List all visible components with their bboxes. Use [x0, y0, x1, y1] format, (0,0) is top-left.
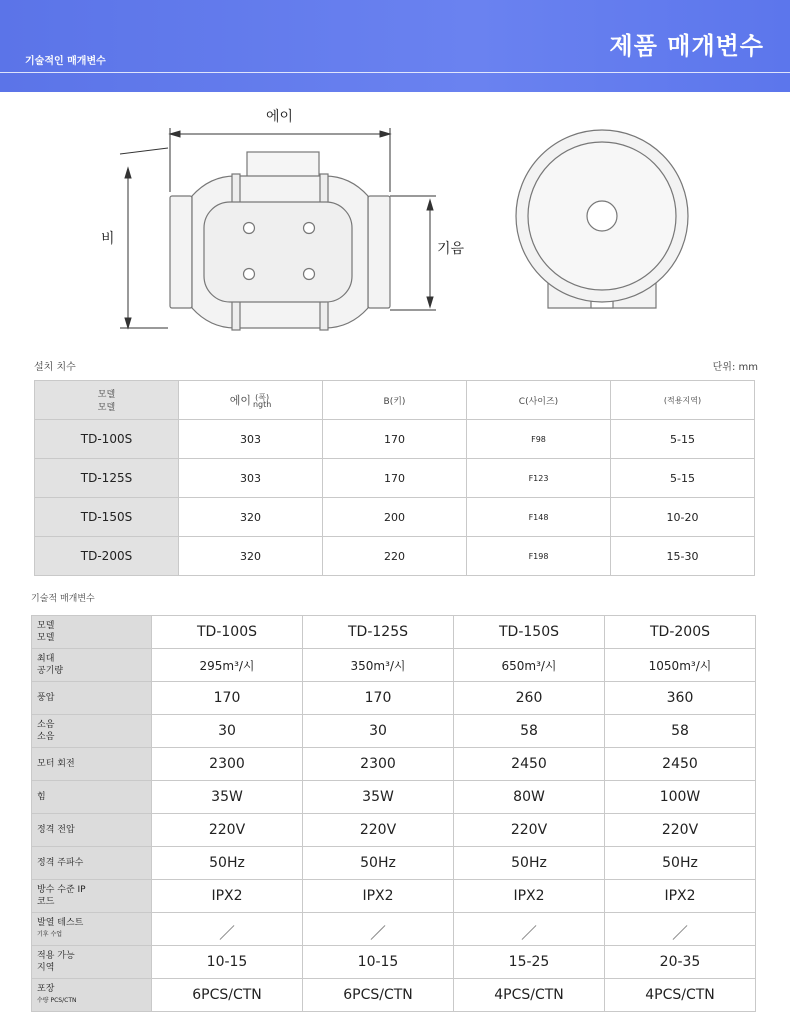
spec-cell: 4PCS/CTN: [605, 979, 756, 1012]
fan-side-view: [170, 152, 390, 330]
spec-table: [31, 615, 756, 1012]
spec-cell: 4PCS/CTN: [454, 979, 605, 1012]
spec-label: [32, 748, 152, 781]
spec-cell: 50Hz: [605, 847, 756, 880]
fan-front-view: [516, 130, 688, 308]
spec-row: [32, 781, 756, 814]
arrow-down-icon: [125, 318, 131, 328]
spec-label-line1: 적용 가능: [37, 951, 75, 961]
spec-cell: IPX2: [303, 880, 454, 913]
spec-cell: 295m³/시: [152, 649, 303, 682]
dimension-a-label: 에이: [266, 109, 294, 125]
table-row: TD-100S 303 170 F98 5-15: [35, 420, 755, 459]
spec-cell: 50Hz: [454, 847, 605, 880]
spec-cell: 58: [605, 715, 756, 748]
slash-icon: [673, 925, 688, 940]
slash-icon: [220, 925, 235, 940]
spec-cell: 220V: [152, 814, 303, 847]
spec-label: [32, 979, 152, 1012]
arrow-up-icon: [125, 168, 131, 178]
spec-cell: IPX2: [152, 880, 303, 913]
table-row: TD-150S 320 200 F148 10-20: [35, 498, 755, 537]
spec-cell: IPX2: [605, 880, 756, 913]
spec-cell: 170: [303, 682, 454, 715]
spec-row: [32, 682, 756, 715]
spec-row: [32, 649, 756, 682]
spec-label: [32, 880, 152, 913]
spec-cell: 2300: [152, 748, 303, 781]
spec-label-line1: 풍압: [37, 693, 55, 703]
spec-cell: 220V: [605, 814, 756, 847]
spec-label-line2: 공기량: [37, 666, 64, 676]
table-row: TD-125S 303 170 F123 5-15: [35, 459, 755, 498]
spec-cell: [152, 913, 303, 946]
spec-cell: 100W: [605, 781, 756, 814]
arrow-right-icon: [380, 131, 390, 137]
section-title-dimensions: 설치 치수: [34, 362, 76, 373]
header-c: C(사이즈): [467, 381, 611, 420]
header-b: B(키): [323, 381, 467, 420]
spec-label: [32, 649, 152, 682]
spec-cell: 30: [303, 715, 454, 748]
spec-row: [32, 913, 756, 946]
unit-label: 단위: mm: [712, 362, 758, 373]
spec-cell: TD-200S: [605, 616, 756, 649]
spec-label: [32, 847, 152, 880]
spec-label: [32, 781, 152, 814]
spec-cell: 650m³/시: [454, 649, 605, 682]
table-header-row: [35, 381, 755, 420]
spec-label: [32, 616, 152, 649]
spec-cell: [303, 913, 454, 946]
spec-label-line1: 방수 수준 IP: [37, 885, 86, 895]
spec-label: [32, 814, 152, 847]
spec-cell: 50Hz: [152, 847, 303, 880]
header-area: (적용지역): [611, 381, 755, 420]
page-title: 제품 매개변수: [609, 32, 764, 60]
slash-icon: [522, 925, 537, 940]
spec-row: [32, 946, 756, 979]
header-model: 모델 모델: [35, 381, 179, 420]
dimension-c-label: 기음: [437, 241, 465, 257]
spec-cell: 350m³/시: [303, 649, 454, 682]
table-row: TD-200S 320 220 F198 15-30: [35, 537, 755, 576]
spec-cell: 2300: [303, 748, 454, 781]
spec-label: [32, 913, 152, 946]
dimension-table: [34, 380, 755, 576]
spec-label-line1: 정격 전압: [37, 825, 75, 835]
header-a: 에이 (폭) ngth: [179, 381, 323, 420]
spec-row: [32, 814, 756, 847]
spec-label: [32, 715, 152, 748]
dimension-b-label: 비: [101, 231, 115, 247]
spec-cell: 35W: [152, 781, 303, 814]
spec-row: [32, 847, 756, 880]
spec-label-line1: 모터 회전: [37, 759, 75, 769]
arrow-up-icon: [427, 200, 433, 210]
spec-cell: 80W: [454, 781, 605, 814]
spec-row: [32, 880, 756, 913]
spec-cell: 6PCS/CTN: [152, 979, 303, 1012]
spec-cell: TD-125S: [303, 616, 454, 649]
section-title-specs: 기술적 매개변수: [31, 594, 95, 604]
spec-cell: 50Hz: [303, 847, 454, 880]
spec-cell: 15-25: [454, 946, 605, 979]
spec-label-line2: 기후 수업: [37, 931, 63, 938]
spec-cell: 6PCS/CTN: [303, 979, 454, 1012]
spec-cell: 58: [454, 715, 605, 748]
spec-cell: 260: [454, 682, 605, 715]
spec-label-line2: 수량 PCS/CTN: [37, 997, 77, 1004]
spec-cell: 10-15: [152, 946, 303, 979]
spec-cell: 30: [152, 715, 303, 748]
page-subtitle: 기술적인 매개변수: [25, 56, 106, 67]
spec-cell: TD-100S: [152, 616, 303, 649]
spec-cell: TD-150S: [454, 616, 605, 649]
spec-label: [32, 682, 152, 715]
spec-cell: 10-15: [303, 946, 454, 979]
spec-cell: 220V: [454, 814, 605, 847]
spec-label-line1: 포장: [37, 984, 55, 994]
spec-cell: IPX2: [454, 880, 605, 913]
spec-cell: 20-35: [605, 946, 756, 979]
fan-dimension-diagram: [0, 92, 790, 352]
arrow-down-icon: [427, 297, 433, 307]
spec-cell: 220V: [303, 814, 454, 847]
spec-cell: 360: [605, 682, 756, 715]
spec-row: [32, 979, 756, 1012]
spec-cell: 2450: [454, 748, 605, 781]
spec-label-line1: 힘: [37, 792, 46, 802]
spec-row: [32, 616, 756, 649]
spec-cell: 2450: [605, 748, 756, 781]
spec-cell: 170: [152, 682, 303, 715]
spec-label-line2: 모델: [37, 633, 55, 643]
banner-divider: [0, 72, 790, 73]
spec-label-line1: 최대: [37, 654, 55, 664]
product-drawing: [0, 92, 790, 352]
spec-label-line1: 발열 테스트: [37, 918, 84, 928]
spec-label-line2: 소음: [37, 732, 55, 742]
spec-row: [32, 715, 756, 748]
spec-label-line1: 소음: [37, 720, 55, 730]
slash-icon: [371, 925, 386, 940]
spec-cell: 1050m³/시: [605, 649, 756, 682]
spec-cell: [605, 913, 756, 946]
spec-label: [32, 946, 152, 979]
spec-cell: 35W: [303, 781, 454, 814]
spec-label-line1: 모델: [37, 621, 55, 631]
spec-label-line2: 코드: [37, 897, 55, 907]
spec-label-line2: 지역: [37, 963, 55, 973]
spec-row: [32, 748, 756, 781]
spec-cell: [454, 913, 605, 946]
header-banner: [0, 0, 790, 92]
spec-label-line1: 정격 주파수: [37, 858, 84, 868]
arrow-left-icon: [170, 131, 180, 137]
